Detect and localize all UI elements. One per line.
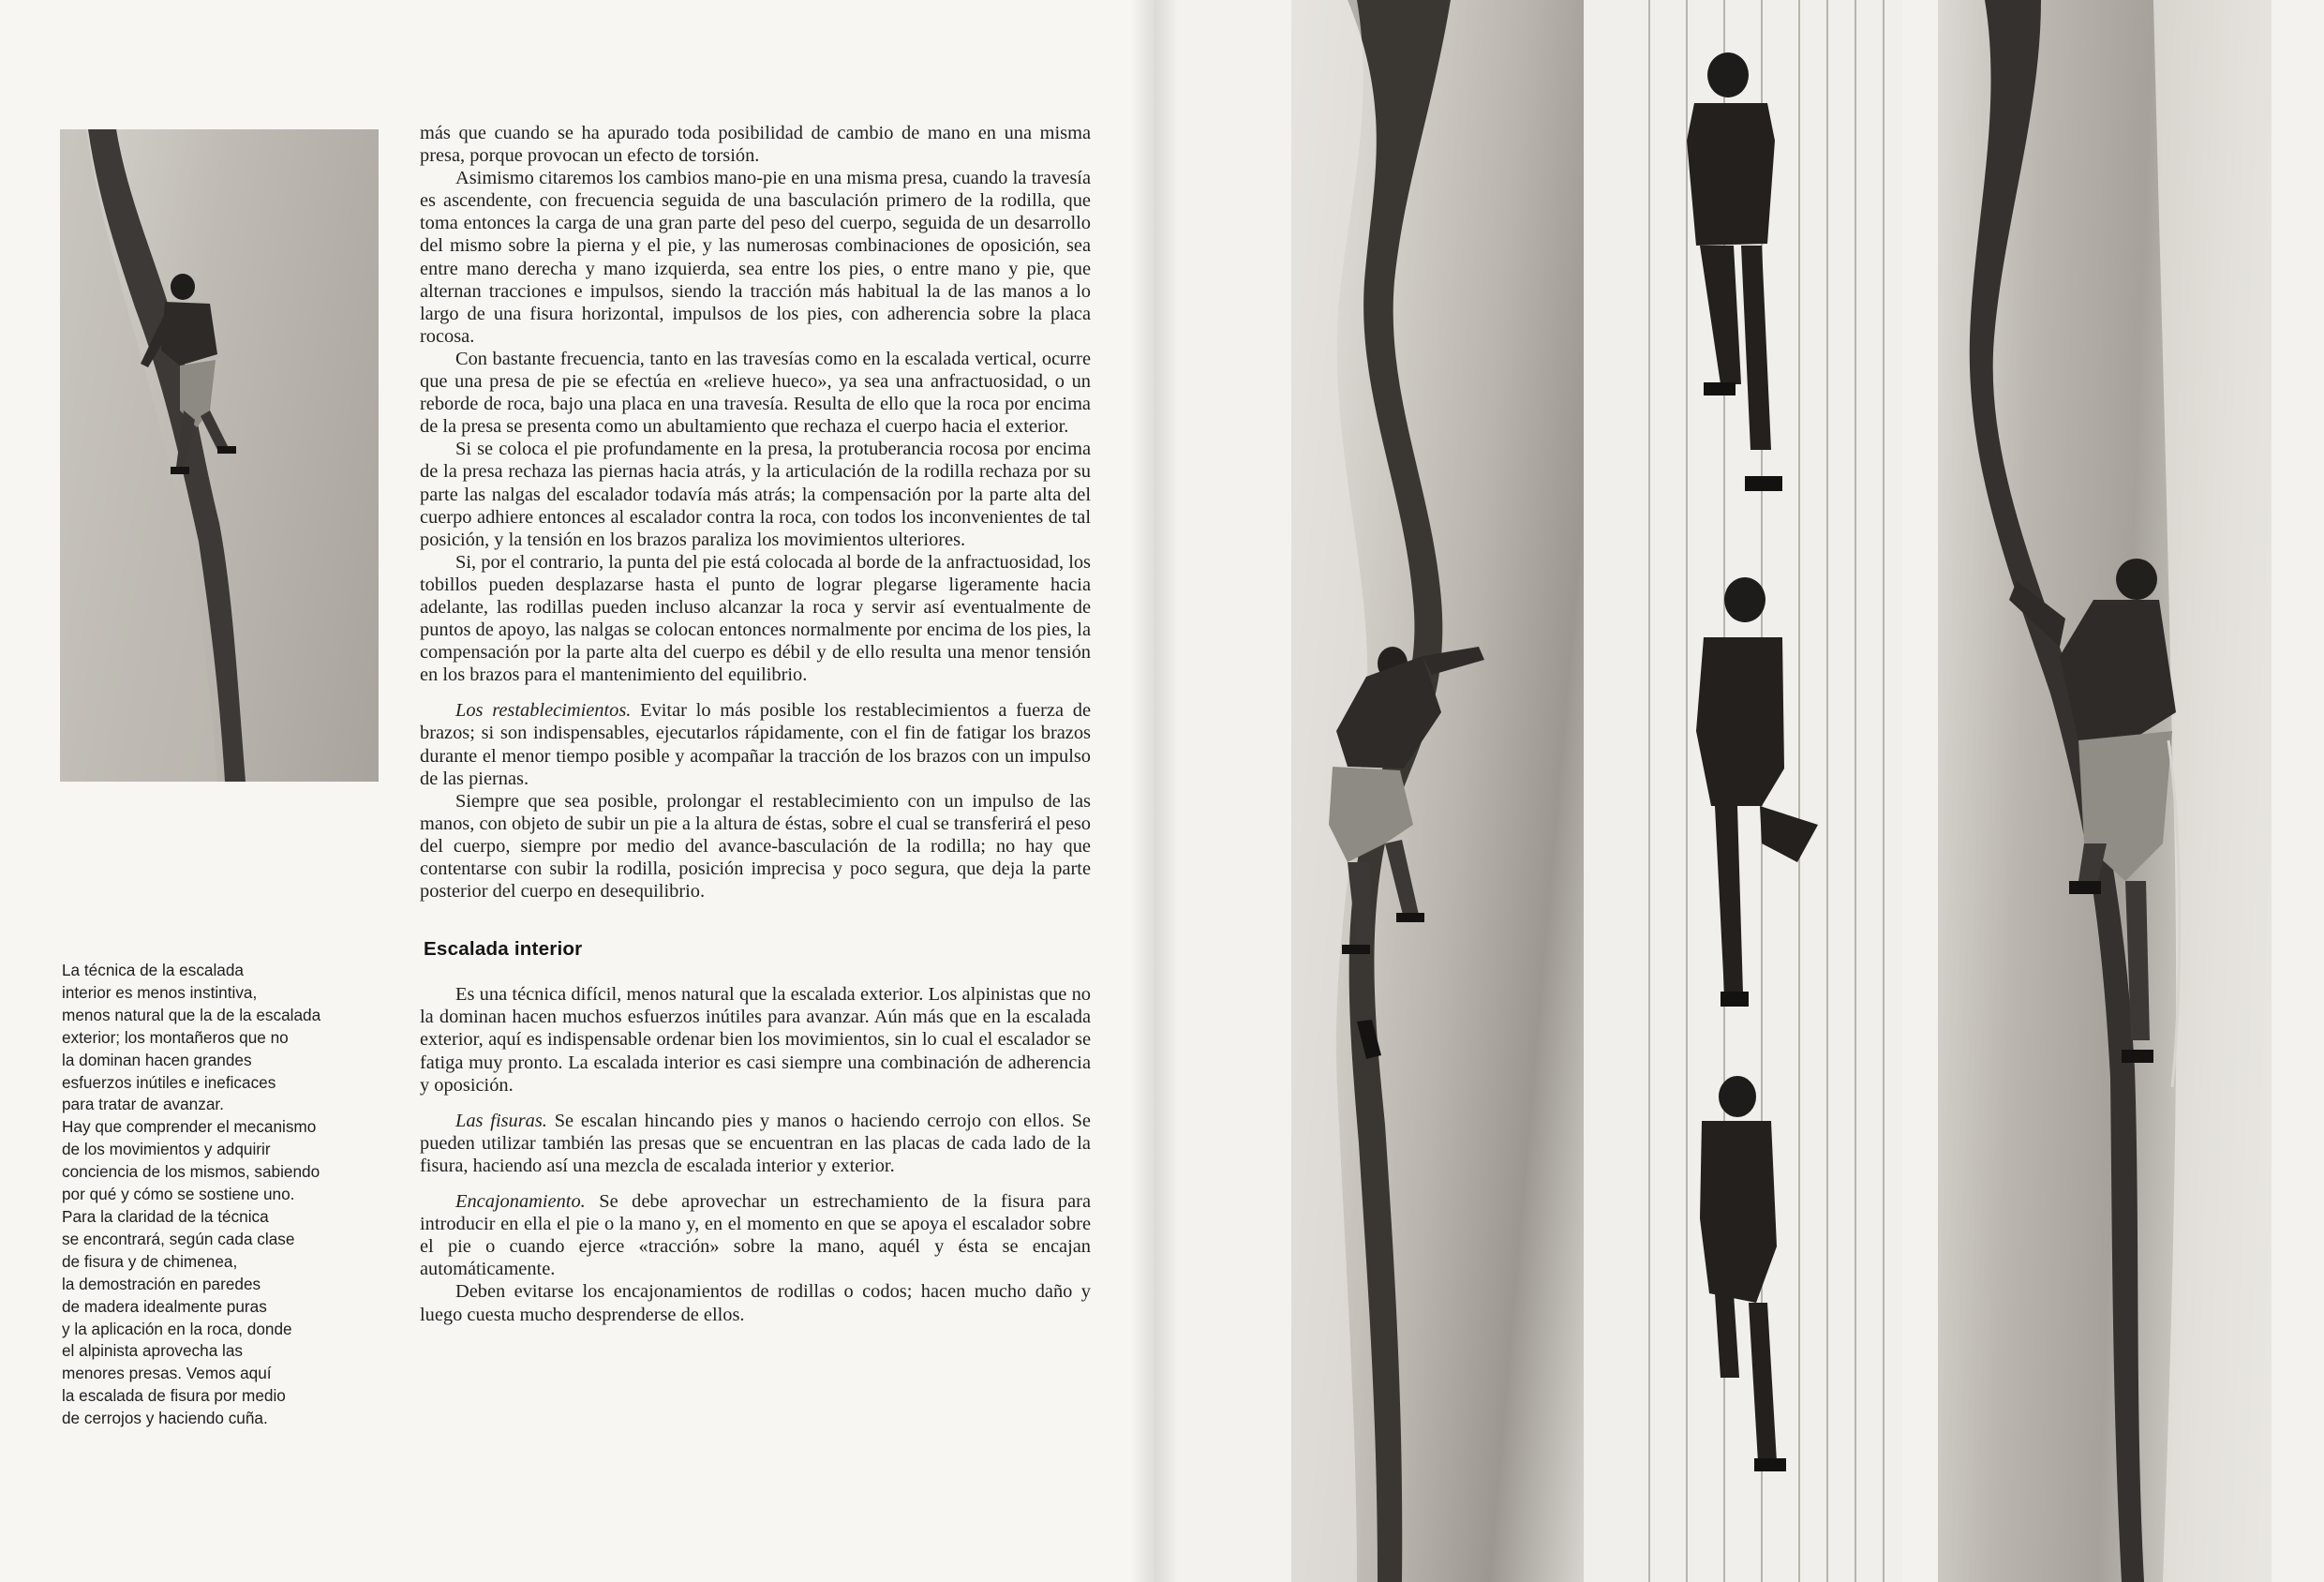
body-paragraph: más que cuando se ha apurado toda posibilidad de cambio de mano en una misma presa, porque provocan un efecto de torsión.: [420, 123, 1091, 167]
caption-line: interior es menos instintiva,: [62, 982, 258, 1002]
wooden-wall-demonstration-photo: [1584, 0, 1902, 1582]
body-paragraph: Si, por el contrario, la punta del pie está colocada al borde de la anfractuosidad, los tobillos pueden desplazarse hasta el punto de lograr plegarse ligeramente hacia adelante, las rodillas pueden incluso alcanzar la roca y servir así eventualmente de puntos de apoyo, las nalgas se colocan entonces normalmente por encima de los pies, la compensación por la parte alta del cuerpo es débil y de ello resulta una menor tensión en los brazos para el mantenimiento del equilibrio.: [420, 551, 1091, 686]
rock-crack-climber-photo-1: [1291, 0, 1584, 1582]
body-paragraph: [420, 1110, 1091, 1177]
caption-line: para tratar de avanzar.: [62, 1095, 224, 1114]
body-paragraph: Asimismo citaremos los cambios mano-pie en una misma presa, cuando la travesía es ascendente, con frecuencia seguida de una basculación primero de la rodilla, que toma entonces la carga de una gran parte del peso del cuerpo, seguida de un desarrollo del mismo sobre la pierna y el pie, y las numerosas combinaciones de oposición, sea entre mano derecha y mano izquierda, sea entre los pies, o entre mano y pie, que alternan tracciones e impulsos, siendo la tracción más habitual la de las manos a lo largo de una fisura horizontal, impulsos de los pies, con adherencia sobre la placa rocosa.: [420, 168, 1091, 347]
caption-line: menos natural que la de la escalada: [62, 1005, 321, 1024]
caption-line: la demostración en paredes: [62, 1274, 261, 1293]
caption-line: esfuerzos inútiles e ineficaces: [62, 1072, 276, 1092]
left-page: [0, 0, 1155, 1582]
caption-line: menores presas. Vemos aquí: [62, 1364, 272, 1383]
body-paragraph: Si se coloca el pie profundamente en la presa, la protuberancia rocosa por encima de la presa rechaza las piernas hacia atrás, y la articulación de la rodilla rechaza por su parte las nalgas del escalador todavía más atrás; la compensación por la parte alta del cuerpo adhiere entonces al escalador contra la roca, con todos los inconvenientes de tal posición, y la tensión en los brazos paraliza los movimientos ulteriores.: [420, 439, 1091, 550]
crack-climber-image: [1291, 0, 1584, 1582]
body-paragraph: Con bastante frecuencia, tanto en las travesías como en la escalada vertical, ocurre que una presa de pie se efectúa en «relieve hueco», ya sea una anfractuosidad, o un reborde de roca, bajo una placa en una travesía. Resulta de ello que la roca por encima de la presa se presenta como un abultamiento que rechaza el cuerpo hacia el exterior.: [420, 348, 1091, 438]
body-paragraph: [420, 699, 1091, 789]
caption-line: de los movimientos y adquirir: [62, 1140, 271, 1159]
caption-line: conciencia de los mismos, sabiendo: [62, 1162, 320, 1182]
caption-line: por qué y cómo se sostiene uno.: [62, 1185, 295, 1204]
caption-line: de cerrojos y haciendo cuña.: [62, 1409, 268, 1428]
caption-line: el alpinista aprovecha las: [62, 1341, 243, 1361]
wooden-board-sequence-image: [1584, 0, 1902, 1582]
section-heading: Escalada interior: [424, 938, 583, 961]
caption-line: exterior; los montañeros que no: [62, 1027, 289, 1047]
caption-line: Hay que comprender el mecanismo: [62, 1117, 317, 1137]
body-paragraph-text: Evitar lo más posible los restablecimientos a fuerza de brazos; si son indispensables, ejecutarlos rápidamente, con el fin de fatigar los brazos durante el menor tiempo posible y acompañar la tracción de los brazos con un impulso de las piernas.: [420, 700, 1091, 789]
body-paragraph: [420, 1190, 1091, 1280]
body-paragraph: Deben evitarse los encajonamientos de rodillas o codos; hacen mucho daño y luego cuesta mucho desprenderse de ellos.: [420, 1281, 1091, 1325]
caption-line: de madera idealmente puras: [62, 1296, 267, 1316]
caption-line: Para la claridad de la técnica: [62, 1206, 269, 1226]
body-paragraph-text: Se debe aprovechar un estrechamiento de la fisura para introducir en ella el pie o la mano y, en el momento en que se apoya el escalador sobre el pie o cuando ejerce «tracción» sobre la mano, aquél y ésta se encajan automáticamente.: [420, 1191, 1091, 1280]
caption-line: la dominan hacen grandes: [62, 1050, 252, 1069]
rock-crack-climber-photo-2: [1938, 0, 2272, 1582]
photo-caption: [62, 960, 380, 1430]
term-fisuras: Las fisuras.: [455, 1110, 547, 1131]
body-text-column: [420, 122, 1091, 1326]
book-gutter: [1130, 0, 1179, 1582]
caption-line: y la aplicación en la roca, donde: [62, 1319, 292, 1338]
term-restablecimientos: Los restablecimientos.: [455, 700, 632, 722]
crack-climber-image: [1938, 0, 2272, 1582]
body-paragraph-text: Se escalan hincando pies y manos o haciendo cerrojo con ellos. Se pueden utilizar también las presas que se encuentran en las placas de cada lado de la fisura, haciendo así una mezcla de escalada interior y exterior.: [420, 1110, 1091, 1176]
caption-line: se encontrará, según cada clase: [62, 1229, 295, 1248]
climber-crack-photo: [60, 129, 379, 782]
body-paragraph: Es una técnica difícil, menos natural que la escalada exterior. Los alpinistas que no la dominan hacen muchos esfuerzos inútiles para avanzar. Aún más que en la escalada exterior, aquí es indispensable ordenar bien los movimientos, sin lo cual el escalador se fatiga muy pronto. La escalada interior es casi siempre una combinación de adherencia y oposición.: [420, 984, 1091, 1096]
caption-line: La técnica de la escalada: [62, 961, 244, 979]
term-encajonamiento: Encajonamiento.: [455, 1191, 586, 1213]
caption-line: de fisura y de chimenea,: [62, 1251, 238, 1271]
caption-line: la escalada de fisura por medio: [62, 1386, 286, 1406]
body-paragraph: Siempre que sea posible, prolongar el restablecimiento con un impulso de las manos, con objeto de subir un pie a la altura de éstas, sobre el cual se transferirá el peso del cuerpo, siempre por medio del avance-basculación de la rodilla; no hay que contentarse con subir la rodilla, posición imprecisa y poco segura, que deja la parte posterior del cuerpo en desequilibrio.: [420, 790, 1091, 903]
crack-climber-image: [60, 129, 379, 782]
